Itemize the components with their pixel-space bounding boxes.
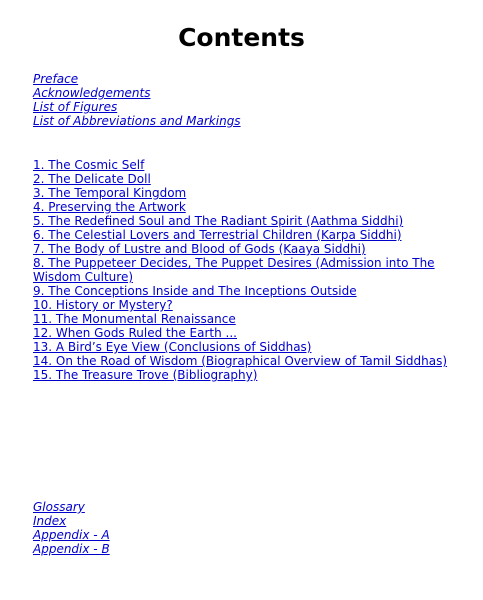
toc-link-chapter-15[interactable]: 15. The Treasure Trove (Bibliography) <box>33 368 258 382</box>
page-title: Contents <box>178 23 305 52</box>
list-item <box>33 186 453 200</box>
list-item <box>33 542 453 556</box>
list-item <box>33 214 453 228</box>
list-item <box>33 158 453 172</box>
list-item <box>33 528 453 542</box>
toc-link-chapter-11[interactable]: 11. The Monumental Renaissance <box>33 312 236 326</box>
toc-link-chapter-8[interactable]: 8. The Puppeteer Decides, The Puppet Desires (Admission into The Wisdom Culture) <box>33 256 435 284</box>
list-item <box>33 514 453 528</box>
toc-link-glossary[interactable]: Glossary <box>33 500 85 514</box>
list-item <box>33 228 453 242</box>
toc-link-chapter-6[interactable]: 6. The Celestial Lovers and Terrestrial Children (Karpa Siddhi) <box>33 228 402 242</box>
list-item <box>33 354 453 368</box>
toc-link-chapter-1[interactable]: 1. The Cosmic Self <box>33 158 145 172</box>
toc-link-abbreviations[interactable]: List of Abbreviations and Markings <box>33 114 241 128</box>
toc-link-chapter-4[interactable]: 4. Preserving the Artwork <box>33 200 186 214</box>
toc-link-chapter-14[interactable]: 14. On the Road of Wisdom (Biographical Overview of Tamil Siddhas) <box>33 354 448 368</box>
back-matter-list <box>33 500 453 556</box>
toc-link-acknowledgements[interactable]: Acknowledgements <box>33 86 151 100</box>
toc-link-preface[interactable]: Preface <box>33 72 79 86</box>
list-item <box>33 312 453 326</box>
toc-link-appendix-b[interactable]: Appendix - B <box>33 542 110 556</box>
toc-link-chapter-10[interactable]: 10. History or Mystery? <box>33 298 173 312</box>
toc-link-chapter-2[interactable]: 2. The Delicate Doll <box>33 172 151 186</box>
toc-link-chapter-7[interactable]: 7. The Body of Lustre and Blood of Gods (Kaaya Siddhi) <box>33 242 366 256</box>
chapter-list <box>33 158 453 382</box>
list-item <box>33 500 453 514</box>
toc-link-appendix-a[interactable]: Appendix - A <box>33 528 110 542</box>
list-item <box>33 200 453 214</box>
toc-link-chapter-9[interactable]: 9. The Conceptions Inside and The Inceptions Outside <box>33 284 357 298</box>
list-item <box>33 242 453 256</box>
list-item <box>33 172 453 186</box>
list-item <box>33 72 453 86</box>
list-item <box>33 326 453 340</box>
toc-link-chapter-5[interactable]: 5. The Redefined Soul and The Radiant Spirit (Aathma Siddhi) <box>33 214 404 228</box>
toc-link-chapter-3[interactable]: 3. The Temporal Kingdom <box>33 186 187 200</box>
list-item <box>33 100 453 114</box>
toc-link-list-of-figures[interactable]: List of Figures <box>33 100 118 114</box>
list-item <box>33 284 453 298</box>
list-item <box>33 340 453 354</box>
list-item <box>33 114 453 128</box>
toc-link-chapter-12[interactable]: 12. When Gods Ruled the Earth ... <box>33 326 237 340</box>
list-item <box>33 368 453 382</box>
front-matter-list <box>33 72 453 128</box>
toc-link-index[interactable]: Index <box>33 514 67 528</box>
list-item <box>33 256 453 284</box>
toc-link-chapter-13[interactable]: 13. A Bird’s Eye View (Conclusions of Siddhas) <box>33 340 312 354</box>
list-item <box>33 298 453 312</box>
list-item <box>33 86 453 100</box>
